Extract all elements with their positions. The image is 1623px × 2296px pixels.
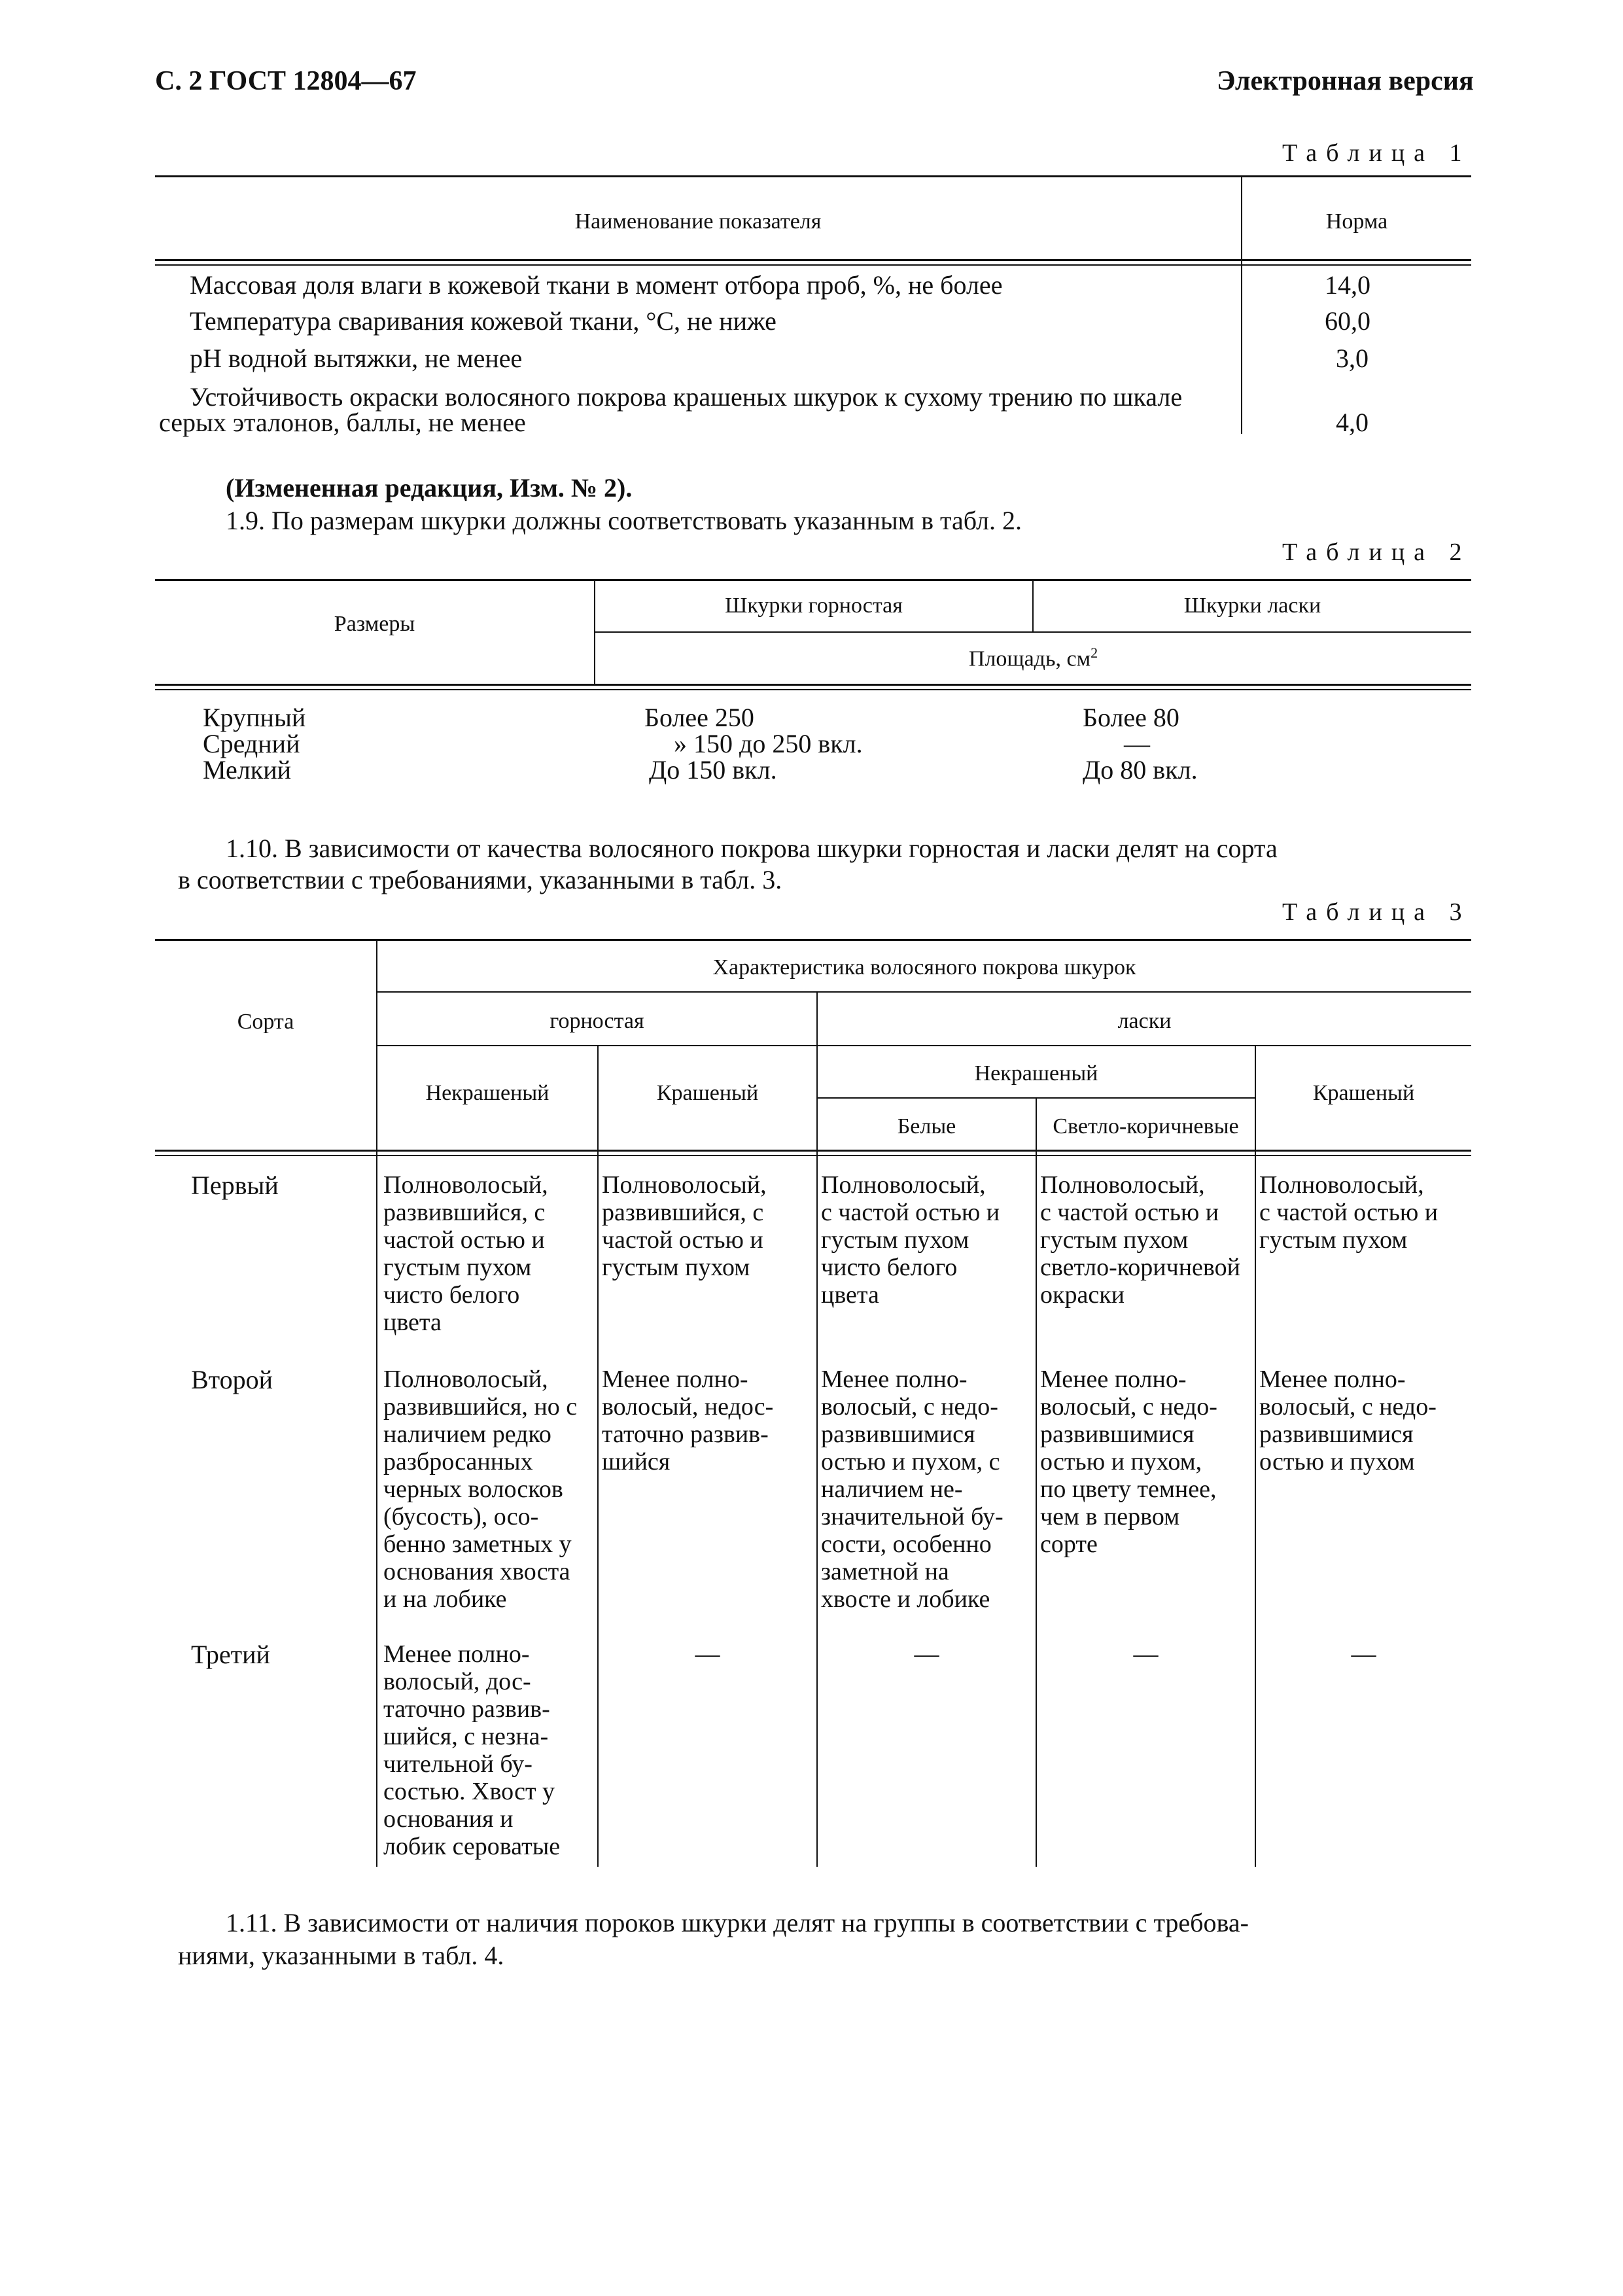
table3-row3-ermine-dyed: — bbox=[695, 1640, 720, 1668]
table3-caption: Таблица 3 bbox=[1282, 898, 1471, 926]
table2-row2-weasel: — bbox=[1124, 729, 1150, 758]
table1-caption: Таблица 1 bbox=[1282, 139, 1471, 167]
table2-row2-ermine: » 150 до 250 вкл. bbox=[674, 729, 863, 758]
table3-header-ermine-dyed: Крашеный bbox=[656, 1081, 759, 1105]
table3-row3-weasel-dyed: — bbox=[1351, 1640, 1376, 1668]
paragraph-1-10-line1: 1.10. В зависимости от качества волосяного покрова шкурки горностая и ласки делят на сорта bbox=[226, 834, 1278, 863]
paragraph-1-9: 1.9. По размерам шкурки должны соответствовать указанным в табл. 2. bbox=[226, 506, 1022, 535]
table1-row1-name: Массовая доля влаги в кожевой ткани в момент отбора проб, %, не более bbox=[190, 270, 1003, 300]
table1-row4-name-line1: Устойчивость окраски волосяного покрова крашеных шкурок к сухому трению по шкале bbox=[190, 382, 1183, 412]
table1-row4-name-line2: серых эталонов, баллы, не менее bbox=[159, 408, 526, 437]
table3-row2-ermine-undyed: Полноволосый, развившийся, но с наличием редко разбросанных черных волосков (бусость), осо- бенно заметных у основания хвоста и на лобике bbox=[383, 1366, 578, 1613]
table2-row3-weasel: До 80 вкл. bbox=[1083, 755, 1198, 785]
table2-row2-size: Средний bbox=[203, 729, 300, 758]
table3-header-weasel-dyed: Крашеный bbox=[1312, 1081, 1415, 1105]
table3-header-ermine: горностая bbox=[550, 1009, 644, 1033]
table2-row3-size: Мелкий bbox=[203, 755, 291, 785]
table3-row3-ermine-undyed: Менее полно- волосый, дос- таточно развив- шийся, с незна- чительной бу- состью. Хвост у основания и лобик сероватые bbox=[383, 1640, 561, 1860]
table3-row1-ermine-undyed: Полноволосый, развившийся, с частой остью и густым пухом чисто белого цвета bbox=[383, 1171, 548, 1336]
table3-header-lightbrown: Светло-коричневые bbox=[1053, 1114, 1239, 1139]
table1-row3-name: pH водной вытяжки, не менее bbox=[190, 344, 523, 373]
table3-row1-ermine-dyed: Полноволосый, развившийся, с частой остью и густым пухом bbox=[602, 1171, 767, 1281]
table1-header-name: Наименование показателя bbox=[574, 209, 822, 234]
table3-row1-sort: Первый bbox=[191, 1171, 279, 1200]
table3-row3-sort: Третий bbox=[191, 1640, 270, 1669]
table3-row2-sort: Второй bbox=[191, 1365, 273, 1394]
table3-row1-weasel-lightbrown: Полноволосый, с частой остью и густым пухом светло-коричневой окраски bbox=[1040, 1171, 1240, 1309]
table3-row2-weasel-lightbrown: Менее полно- волосый, с недо- развившимися остью и пухом, по цвету темнее, чем в первом сорте bbox=[1040, 1366, 1217, 1558]
table2-row1-weasel: Более 80 bbox=[1083, 703, 1179, 732]
table2-header-area: Площадь, $см^2$ bbox=[968, 645, 1098, 671]
table2-header-ermine: Шкурки горностая bbox=[725, 593, 903, 618]
table1-row3-norm: 3,0 bbox=[1336, 344, 1369, 373]
table2-header-sizes: Размеры bbox=[334, 612, 415, 636]
table3-row1-weasel-dyed: Полноволосый, с частой остью и густым пухом bbox=[1259, 1171, 1439, 1254]
paragraph-1-11-line1: 1.11. В зависимости от наличия пороков шкурки делят на группы в соответствии с требова- bbox=[226, 1908, 1249, 1937]
table3-header-white: Белые bbox=[897, 1114, 956, 1139]
table3-row2-weasel-white: Менее полно- волосый, с недо- развившимися остью и пухом, с наличием не- значительной бу- сости, особенно заметной на хвосте и лобике bbox=[821, 1366, 1003, 1613]
table3-row1-weasel-white: Полноволосый, с частой остью и густым пухом чисто белого цвета bbox=[821, 1171, 1000, 1309]
table2-caption: Таблица 2 bbox=[1282, 539, 1471, 566]
table1-header-norm: Норма bbox=[1325, 209, 1388, 234]
table2-row1-size: Крупный bbox=[203, 703, 306, 732]
amendment-note: (Измененная редакция, Изм. № 2). bbox=[226, 473, 633, 503]
page-header-right: Электронная версия bbox=[1217, 66, 1474, 96]
table3-header-ermine-undyed: Некрашеный bbox=[425, 1081, 550, 1105]
table3-row2-weasel-dyed: Менее полно- волосый, с недо- развившимися остью и пухом bbox=[1259, 1366, 1437, 1475]
table1-row2-norm: 60,0 bbox=[1325, 306, 1370, 336]
table3-header-weasel: ласки bbox=[1117, 1009, 1172, 1033]
table1-row2-name: Температура сваривания кожевой ткани, °С, не ниже bbox=[190, 306, 777, 336]
table3-row2-ermine-dyed: Менее полно- волосый, недос- таточно развив- шийся bbox=[602, 1366, 774, 1475]
table2-row3-ermine: До 150 вкл. bbox=[649, 755, 777, 785]
paragraph-1-10-line2: в соответствии с требованиями, указанными в табл. 3. bbox=[178, 865, 782, 894]
table1-row1-norm: 14,0 bbox=[1325, 270, 1370, 300]
table3-header-sort: Сорта bbox=[237, 1010, 294, 1034]
table3-header-characteristic: Характеристика волосяного покрова шкурок bbox=[712, 955, 1136, 980]
table3-header-weasel-undyed: Некрашеный bbox=[974, 1061, 1098, 1086]
table2-header-weasel: Шкурки ласки bbox=[1183, 593, 1321, 618]
table3-row3-weasel-white: — bbox=[914, 1640, 939, 1668]
page-header-left: С. 2 ГОСТ 12804—67 bbox=[155, 66, 417, 96]
table1-row4-norm: 4,0 bbox=[1336, 408, 1369, 437]
paragraph-1-11-line2: ниями, указанными в табл. 4. bbox=[178, 1941, 504, 1970]
table3-row3-weasel-lightbrown: — bbox=[1133, 1640, 1159, 1668]
table2-row1-ermine: Более 250 bbox=[644, 703, 754, 732]
